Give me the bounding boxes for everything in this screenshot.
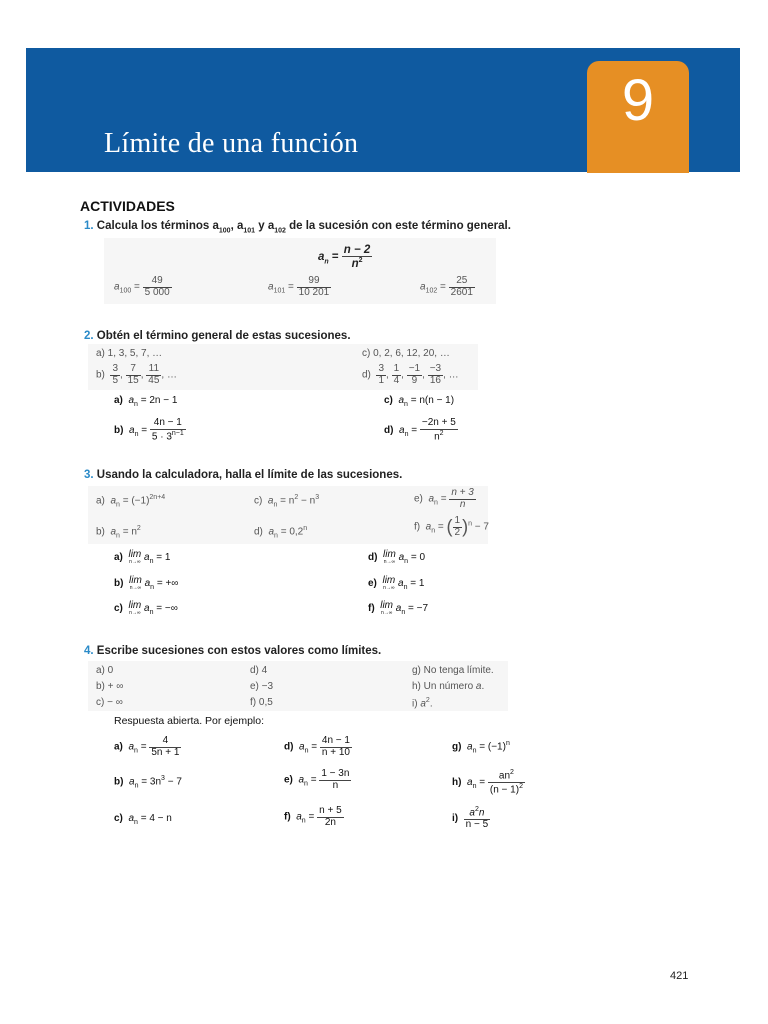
q2-number: 2. bbox=[84, 330, 94, 342]
page-number: 421 bbox=[670, 970, 689, 982]
q4-answer-e: e) $a_n$ = $\frac{1 - 3n}{n}$ bbox=[284, 768, 350, 791]
q3-answer-f: f) lim n→∞ $a_n = -7$ bbox=[368, 600, 429, 617]
q3-answer-e: e) lim n→∞ $a_n = 1$ bbox=[368, 575, 425, 592]
q3-option-c: c) $a_n = n^2 - n^3$ bbox=[254, 494, 320, 509]
q3-answer-c: c) lim n→∞ $a_n$ = −∞ bbox=[114, 600, 178, 617]
q2-option-b: b) $\frac{3}{5}$ , $\frac{7}{15}$ , $\frac{11}{45}$ , … bbox=[96, 363, 177, 386]
q3-option-a: a) $a_n = (-1)^{2n+4}$ bbox=[96, 494, 166, 509]
q2-answer-b: b) $a_n$ = $\frac{4n - 1}{5 \cdot 3^{n-1}}$ bbox=[114, 417, 184, 442]
q4-statement: 4. Escribe sucesiones con estos valores como límites. bbox=[84, 645, 382, 657]
q4-option-f: f) 0,5 bbox=[250, 697, 273, 708]
q4-option-g: g) No tenga límite. bbox=[412, 665, 494, 676]
chapter-title: Límite de una función bbox=[104, 128, 359, 159]
q3-answer-d: d) lim n→∞ $a_n = 0$ bbox=[368, 549, 426, 566]
q4-answer-a: a) $a_n$ = $\frac{4}{5n + 1}$ bbox=[114, 735, 180, 758]
q4-intro: Respuesta abierta. Por ejemplo: bbox=[114, 715, 264, 727]
q2-answer-c: c) $a_n = n(n - 1)$ bbox=[384, 395, 455, 408]
q4-answer-b: b) $a_n = 3n^3 - 7$ bbox=[114, 775, 182, 790]
q4-option-c: c) − ∞ bbox=[96, 697, 123, 708]
chapter-number-badge bbox=[587, 61, 689, 173]
q1-statement: 1. Calcula los términos $a_{100}$, $a_{101}$ y $a_{102}$ de la sucesión con este término general. bbox=[84, 220, 511, 235]
q4-answer-f: f) $a_n$ = $\frac{n + 5}{2n}$ bbox=[284, 805, 342, 828]
q1-answer-a101: $a_{101}$ = $\frac{99}{10 201}$ bbox=[268, 275, 330, 298]
q2-answer-a: a) $a_n = 2n - 1$ bbox=[114, 395, 178, 408]
q4-number: 4. bbox=[84, 645, 94, 657]
chapter-number: 9 bbox=[621, 68, 655, 133]
q3-option-d: d) $a_n = 0,2^n$ bbox=[254, 525, 308, 540]
q1-answer-a100: $a_{100}$ = $\frac{49}{5 000}$ bbox=[114, 275, 170, 298]
q3-option-e: e) $a_n$ = $\frac{n + 3}{n}$ bbox=[414, 487, 474, 510]
q1-answer-a102: $a_{102}$ = $\frac{25}{2601}$ bbox=[420, 275, 473, 298]
q2-option-a: a) 1, 3, 5, 7, … bbox=[96, 348, 163, 359]
q2-option-c: c) 0, 2, 6, 12, 20, … bbox=[362, 348, 450, 359]
q3-answer-b: b) lim n→∞ $a_n$ = +∞ bbox=[114, 575, 179, 592]
q4-option-e: e) −3 bbox=[250, 681, 274, 692]
q2-option-d: d) $\frac{3}{1}$ , $\frac{1}{4}$ , $\frac{-1}{9}$ , $\frac{-3}{16}$ , … bbox=[362, 363, 459, 386]
q1-number: 1. bbox=[84, 220, 94, 232]
q2-answer-d: d) $a_n$ = $\frac{-2n + 5}{n^2}$ bbox=[384, 417, 456, 442]
q4-answer-h: h) $a_n$ = $\frac{an^2}{(n - 1)^2}$ bbox=[452, 769, 523, 796]
q4-answer-g: g) $a_n = (-1)^n$ bbox=[452, 740, 510, 755]
q4-option-d: d) 4 bbox=[250, 665, 268, 676]
q3-number: 3. bbox=[84, 469, 94, 481]
q1-general-term: $a_n$ = $\frac{n - 2}{n^2}$ bbox=[318, 244, 371, 270]
q2-statement: 2. Obtén el término general de estas sucesiones. bbox=[84, 330, 351, 342]
q3-statement: 3. Usando la calculadora, halla el límite de las sucesiones. bbox=[84, 469, 403, 481]
q4-answer-d: d) $a_n$ = $\frac{4n - 1}{n + 10}$ bbox=[284, 735, 350, 758]
q4-answer-i: i) $\frac{a^2n}{n - 5}$ bbox=[452, 806, 489, 830]
q4-answer-c: c) $a_n = 4 - n$ bbox=[114, 813, 172, 826]
q4-option-i: i) $a^2$. bbox=[412, 697, 433, 710]
section-title: ACTIVIDADES bbox=[80, 198, 175, 214]
q3-option-f: f) $a_n$ = ( $\frac{1}{2}$ )$^n$ − 7 bbox=[414, 515, 489, 538]
q3-answer-a: a) lim n→∞ $a_n = 1$ bbox=[114, 549, 171, 566]
q4-option-h: h) Un número a. bbox=[412, 681, 485, 692]
q3-option-b: b) $a_n = n^2$ bbox=[96, 525, 141, 540]
q4-option-b: b) + ∞ bbox=[96, 681, 124, 692]
q4-option-a: a) 0 bbox=[96, 665, 114, 676]
